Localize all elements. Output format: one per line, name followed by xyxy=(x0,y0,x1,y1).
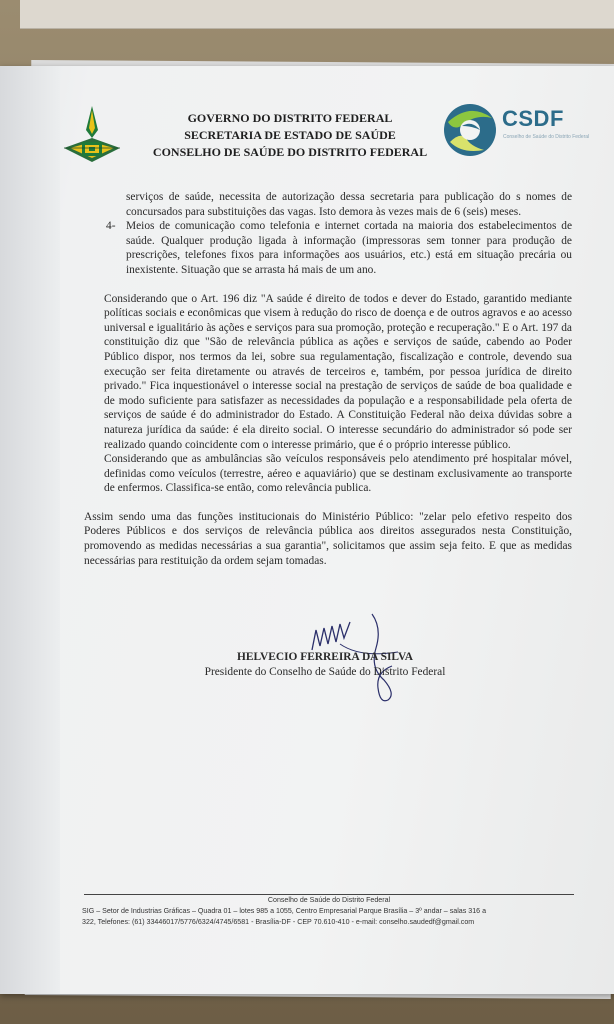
list-item-text: Meios de comunicação como telefonia e internet cortada na maioria dos estabelecimentos de saúde. Qualquer produção ligada à informação (impressoras sem tonner para produção de prescrições, telefones fixos para informações aos usuários, etc.) está em situação precária ou inexistente. Situação que se arrasta há mais de um ano. xyxy=(126,220,572,276)
csdf-logo-wordmark: CSDF xyxy=(502,106,564,131)
paragraph-conclusion: Assim sendo uma das funções institucionais do Ministério Público: "zelar pelo efetivo respeito dos Poderes Públicos e dos serviços de relevância pública aos direitos assegurados nesta Constituição, promovendo as medidas necessárias a sua garantia", solicitamos que assim seja feito. E que as medidas necessárias para restituição da ordem sejam tomadas. xyxy=(84,510,572,567)
footer-council-name: Conselho de Saúde do Distrito Federal xyxy=(267,896,391,904)
paragraph-ambulances: Considerando que as ambulâncias são veículos responsáveis pelo atendimento pré hospitalar móvel, definidas como veículos (terrestre, aéreo e aquaviário) que se destinam exclusivamente ao transporte de enfermos. Classifica-se então, como relevância publica. xyxy=(104,453,572,495)
footer-contact: 322, Telefones: (61) 33446017/5776/6324/4745/6581 - Brasília-DF - CEP 70.610-410 - e-mail: conselho.saudedf@gmail.com xyxy=(82,918,475,926)
document-body xyxy=(84,190,572,568)
page-fold-shadow xyxy=(0,66,60,994)
list-item-number: 4- xyxy=(106,220,116,233)
paper-edge-top xyxy=(20,0,614,29)
header-secretariat: SECRETARIA DE ESTADO DE SAÚDE xyxy=(184,128,396,142)
list-item-4 xyxy=(106,219,572,277)
signatory-title: Presidente do Conselho de Saúde do Distrito Federal xyxy=(204,666,446,678)
signature-block xyxy=(150,650,500,680)
document-header xyxy=(140,110,440,161)
footer-address: SIG – Setor de Industrias Gráficas – Quadra 01 – lotes 985 a 1055, Centro Empresarial Parque Brasília – 3º andar – salas 316 a xyxy=(82,907,487,915)
csdf-logo-subtitle: Conselho de Saúde do Distrito Federal xyxy=(503,134,590,140)
header-government: GOVERNO DO DISTRITO FEDERAL xyxy=(187,111,393,125)
header-council: CONSELHO DE SAÚDE DO DISTRITO FEDERAL xyxy=(152,145,428,159)
paragraph-art-196: Considerando que o Art. 196 diz "A saúde é direito de todos e dever do Estado, garantido mediante políticas sociais e econômicas que visem à redução do risco de doença e de outros agravos e ao acesso universal e igualitário às ações e serviços para sua promoção, proteção e recuperação." E o Art. 197 da constituição diz que "São de relevância pública as ações e serviços de saúde, cabendo ao Poder Público dispor, nos termos da lei, sobre sua regulamentação, fiscalização e controle, devendo sua execução ser feita diretamente ou através de terceiros e, também, por pessoa jurídica de direito privado." Fica inquestionável o interesse social na prestação de serviços de saúde de boa qualidade e de modo suficiente para satisfazer as necessidades da população e a responsabilidade pela oferta de serviços de saúde é do administrador do Estado. A Constituição Federal não deixa dúvidas sobre a natureza jurídica da saúde: é ela direito social. O interesse secundário do administrador só pode ser realizado quando coincidente com o interesse primário, que é o próprio interesse público. xyxy=(104,292,572,451)
signatory-name: HELVECIO FERREIRA DA SILVA xyxy=(237,651,413,663)
gdf-coat-of-arms-icon xyxy=(62,104,122,166)
document-footer xyxy=(82,895,576,928)
csdf-logo-icon xyxy=(440,102,500,158)
list-item-3-continuation: serviços de saúde, necessita de autorização dessa secretaria para publicação do s nomes de concursados para substituições das vagas. Isto demora às vezes mais de 6 (seis) meses. xyxy=(126,191,572,218)
